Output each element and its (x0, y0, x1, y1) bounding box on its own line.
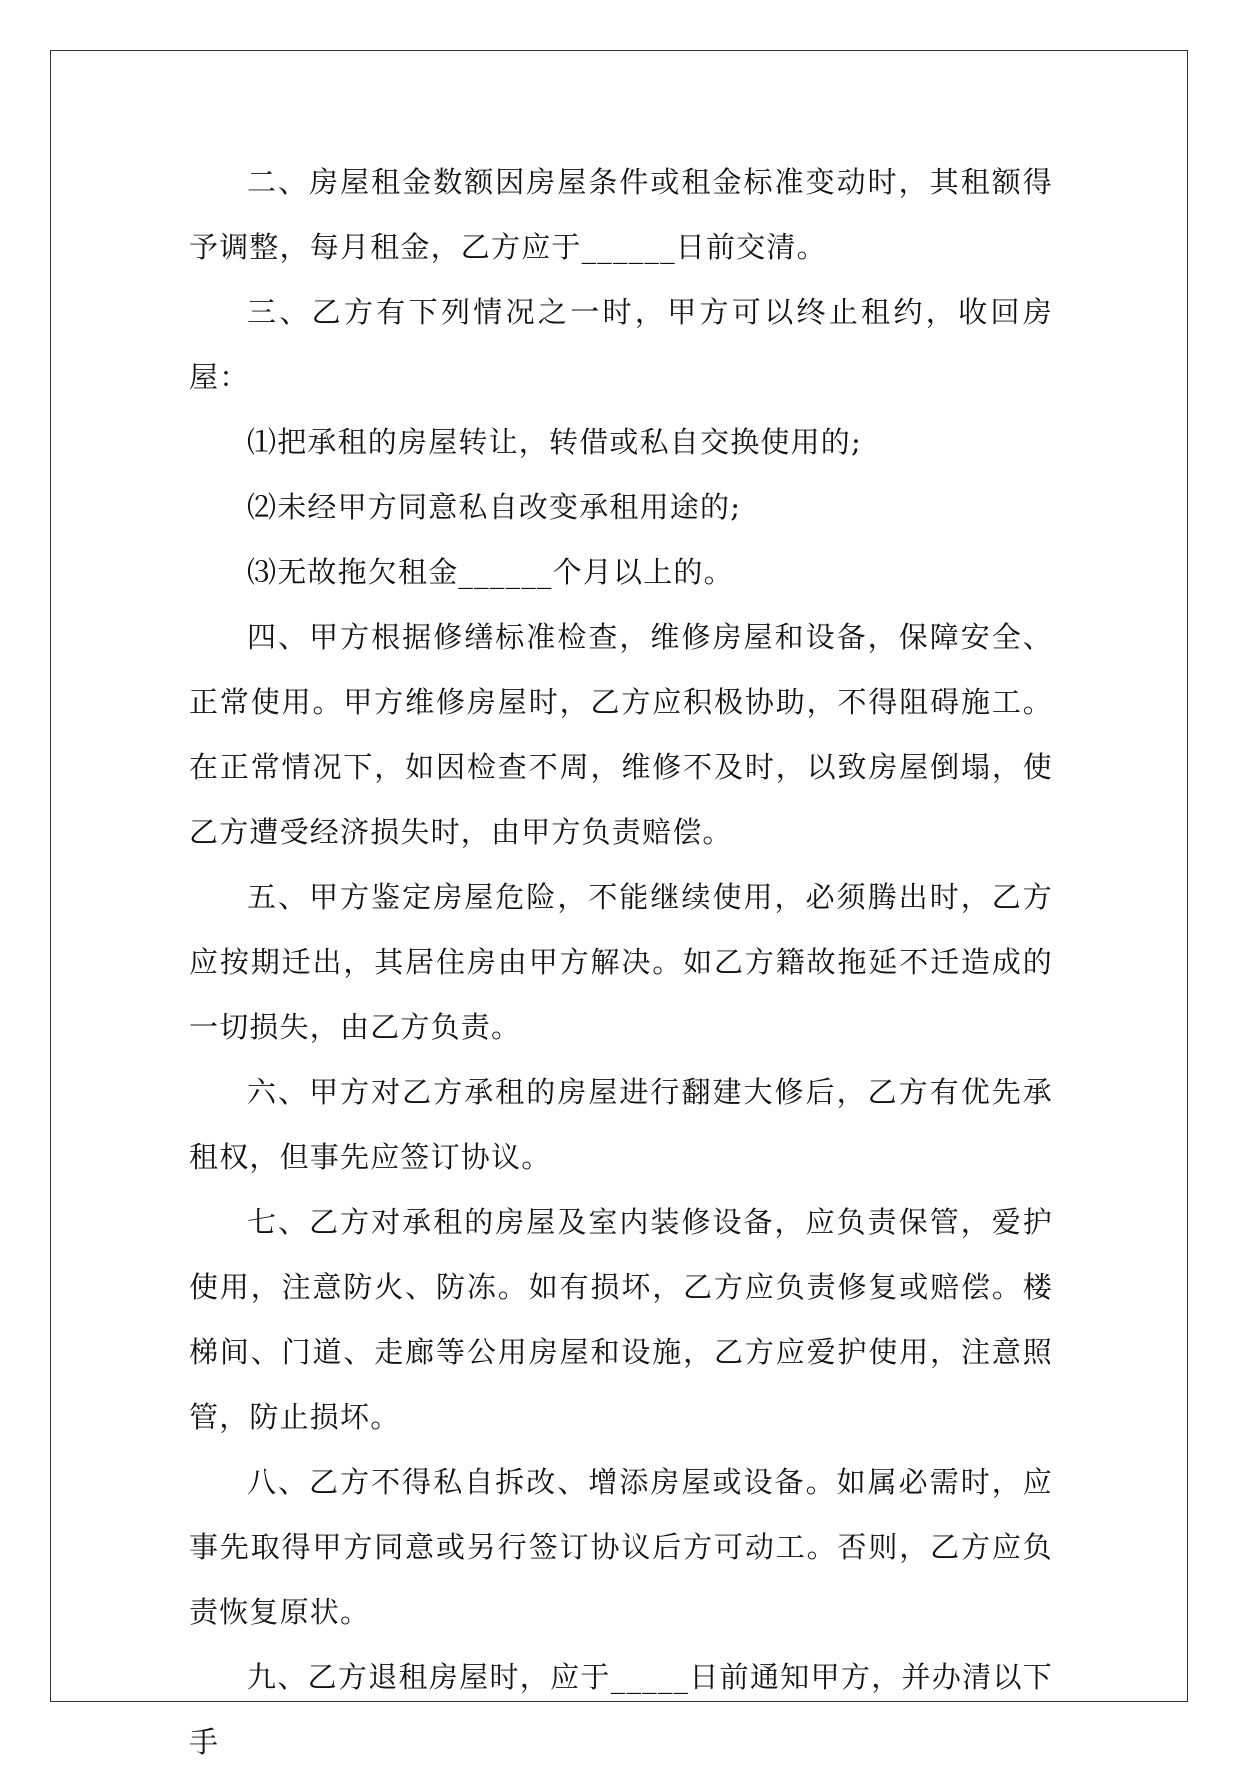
clause-3-item-2: ⑵未经甲方同意私自改变承租用途的; (247, 490, 742, 524)
clause-2-rent-adjustment: 二、房屋租金数额因房屋条件或租金标准变动时，其租额得予调整，每月租金，乙方应于______日前交清。 (189, 165, 1053, 264)
clause-3-item-1: ⑴把承租的房屋转让，转借或私自交换使用的; (247, 425, 862, 459)
clause-7-care: 七、乙方对承租的房屋及室内装修设备，应负责保管，爱护使用，注意防火、防冻。如有损坏，乙方应负责修复或赔偿。楼梯间、门道、走廊等公用房屋和设施，乙方应爱护使用，注意照管，防止损坏。 (189, 1205, 1053, 1434)
clause-3-termination: 三、乙方有下列情况之一时，甲方可以终止租约，收回房屋： (189, 295, 1053, 394)
document-body (189, 150, 1053, 1775)
clause-3-item-3: ⑶无故拖欠租金______个月以上的。 (247, 555, 734, 589)
clause-4-maintenance: 四、甲方根据修缮标准检查，维修房屋和设备，保障安全、正常使用。甲方维修房屋时，乙方应积极协助，不得阻碍施工。在正常情况下，如因检查不周，维修不及时，以致房屋倒塌，使乙方遭受经济损失时，由甲方负责赔偿。 (189, 620, 1053, 849)
clause-9-move-out: 九、乙方退租房屋时，应于_____日前通知甲方，并办清以下手 (189, 1660, 1053, 1759)
clause-6-renovation: 六、甲方对乙方承租的房屋进行翻建大修后，乙方有优先承租权，但事先应签订协议。 (189, 1075, 1053, 1174)
clause-8-alterations: 八、乙方不得私自拆改、增添房屋或设备。如属必需时，应事先取得甲方同意或另行签订协议后方可动工。否则，乙方应负责恢复原状。 (189, 1465, 1053, 1629)
clause-5-danger: 五、甲方鉴定房屋危险，不能继续使用，必须腾出时，乙方应按期迁出，其居住房由甲方解决。如乙方籍故拖延不迁造成的一切损失，由乙方负责。 (189, 880, 1053, 1044)
